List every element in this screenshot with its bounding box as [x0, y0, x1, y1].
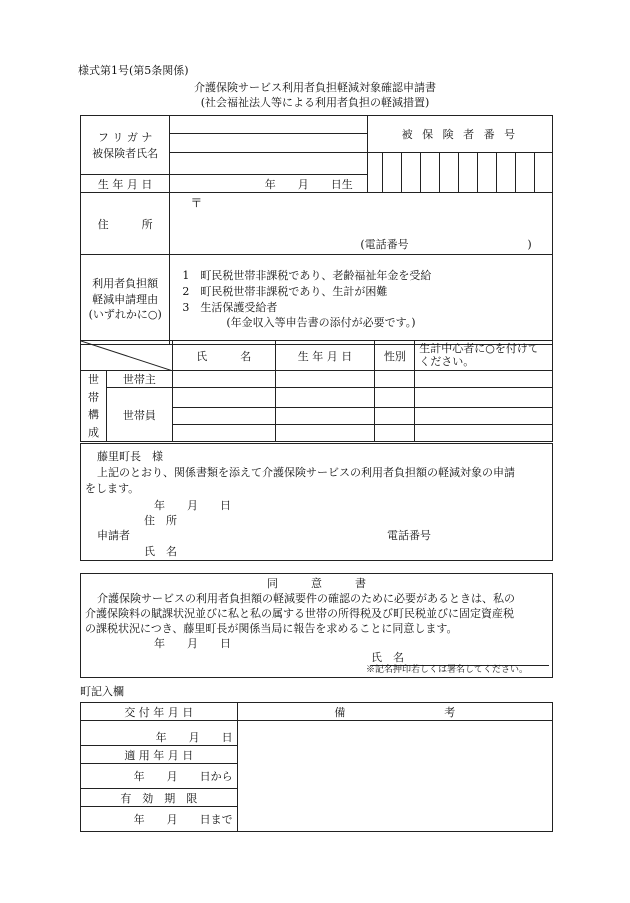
valid-period-value[interactable]: 年 月 日まで: [81, 807, 238, 832]
application-address-label: 住 所: [144, 514, 177, 527]
insured-number-digit[interactable]: [420, 153, 439, 193]
consent-name-field[interactable]: [371, 651, 549, 666]
address-label: 住 所: [81, 193, 170, 255]
reason-label-line1: 利用者負担額: [92, 276, 159, 290]
head-mark-cell[interactable]: [415, 371, 553, 388]
reason-label-line3: (いずれかに○): [88, 308, 162, 322]
apply-date-label: 適 用 年 月 日: [81, 746, 238, 764]
insured-name-label: 被保険者氏名: [92, 147, 159, 160]
side-char: 帯: [87, 390, 99, 404]
member-name-cell[interactable]: [172, 408, 275, 425]
consent-date[interactable]: 年 月 日: [154, 637, 231, 650]
apply-date-value[interactable]: 年 月 日から: [81, 764, 238, 789]
remarks-label: 備 考: [237, 703, 552, 721]
postal-mark: 〒: [190, 196, 203, 210]
member-name-cell[interactable]: [172, 388, 275, 408]
address-field[interactable]: [170, 193, 553, 255]
reason-option-2[interactable]: 2 町民税世帯非課税であり、生計が困難: [182, 284, 388, 298]
member-mark-cell[interactable]: [415, 425, 553, 442]
member-birth-cell[interactable]: [275, 388, 375, 408]
side-char: 世: [87, 373, 99, 386]
applicant-label: 申請者: [97, 529, 130, 542]
consent-body-3: の課税状況につき、藤里町長が関係当局に報告を求めることに同意します。: [85, 622, 458, 635]
insured-number-digit[interactable]: [401, 153, 420, 193]
office-table: [80, 702, 553, 832]
reason-label-line2: 軽減申請理由: [92, 292, 159, 306]
col-birth-header: 生 年 月 日: [275, 341, 375, 371]
application-phone-label: 電話番号: [387, 529, 431, 542]
birth-date-label: 生 年 月 日: [81, 175, 170, 193]
consent-body-1: 介護保険サービスの利用者負担額の軽減要件の確認のために必要があるときは、私の: [97, 592, 515, 605]
reason-option-1[interactable]: 1 町民税世帯非課税であり、老齢福祉年金を受給: [182, 268, 432, 282]
diagonal-line: [81, 341, 173, 371]
insured-name-field[interactable]: [170, 153, 367, 175]
issue-date-label: 交 付 年 月 日: [81, 703, 238, 721]
page-title: 介護保険サービス利用者負担軽減対象確認申請書: [194, 81, 436, 94]
birth-date-field[interactable]: 年 月 日生: [170, 175, 367, 193]
household-head-label: 世帯主: [106, 371, 172, 388]
application-date[interactable]: 年 月 日: [154, 499, 231, 512]
application-box: [80, 443, 553, 561]
household-member-label: 世帯員: [106, 388, 172, 442]
insured-number-digit[interactable]: [534, 153, 552, 193]
application-name-label: 氏 名: [144, 545, 177, 558]
member-name-cell[interactable]: [172, 425, 275, 442]
col-sex-header: 性別: [375, 341, 415, 371]
side-char: 構: [87, 408, 99, 422]
col-mark-header: [415, 341, 553, 371]
head-name-cell[interactable]: [172, 371, 275, 388]
col-name-header: 氏 名: [172, 341, 275, 371]
addressee: 藤里町長 様: [97, 450, 163, 463]
remarks-field[interactable]: [237, 721, 552, 832]
name-label-cell: [81, 116, 170, 175]
insured-number-digit[interactable]: [367, 153, 382, 193]
insured-number-digit[interactable]: [496, 153, 515, 193]
col-mark-line2: ください。: [419, 354, 475, 368]
furigana-field[interactable]: [170, 116, 367, 153]
reason-options: [170, 255, 553, 345]
office-section-label: 町記入欄: [80, 685, 124, 698]
issue-date-value[interactable]: 年 月 日: [81, 721, 238, 746]
form-number: 様式第1号(第5条関係): [78, 64, 189, 77]
head-sex-cell[interactable]: [375, 371, 415, 388]
valid-period-label: 有 効 期 限: [81, 789, 238, 807]
head-birth-cell[interactable]: [275, 371, 375, 388]
insured-number-digit[interactable]: [515, 153, 534, 193]
consent-name-label: 氏 名: [371, 651, 404, 664]
side-char: 成: [87, 425, 99, 439]
reason-note: (年金収入等申告書の添付が必要です。): [226, 316, 416, 330]
phone-label: (電話番号: [360, 238, 409, 251]
consent-body-2: 介護保険料の賦課状況並びに私と私の属する世帯の所得税及び町民税並びに固定資産税: [85, 607, 514, 620]
insured-number-digit[interactable]: [382, 153, 401, 193]
consent-box: [80, 573, 553, 678]
household-table: [80, 340, 553, 442]
consent-note: ※記名押印若しくは署名してください。: [366, 665, 529, 675]
member-birth-cell[interactable]: [275, 425, 375, 442]
insured-number-digit[interactable]: [458, 153, 477, 193]
application-body-2: をします。: [85, 482, 140, 495]
reason-label: [81, 255, 170, 345]
household-corner-cell: [81, 341, 173, 371]
member-mark-cell[interactable]: [415, 388, 553, 408]
member-birth-cell[interactable]: [275, 408, 375, 425]
insured-number-digit[interactable]: [477, 153, 496, 193]
application-body-1: 上記のとおり、関係書類を添えて介護保険サービスの利用者負担額の軽減対象の申請: [97, 466, 515, 479]
applicant-table: [80, 115, 553, 345]
insured-number-label: 被 保 険 者 番 号: [367, 116, 552, 153]
page-subtitle: (社会福祉法人等による利用者負担の軽減措置): [200, 96, 430, 109]
reason-option-3[interactable]: 3 生活保護受給者: [182, 300, 278, 314]
phone-close: ): [527, 238, 532, 251]
member-mark-cell[interactable]: [415, 408, 553, 425]
consent-title: 同 意 書: [267, 577, 366, 590]
insured-number-digit[interactable]: [439, 153, 458, 193]
col-mark-line1: 生計中心者に○を付けて: [419, 341, 539, 355]
member-sex-cell[interactable]: [375, 425, 415, 442]
household-side-label: [81, 371, 107, 442]
member-sex-cell[interactable]: [375, 408, 415, 425]
furigana-label: フ リ ガ ナ: [97, 131, 153, 144]
member-sex-cell[interactable]: [375, 388, 415, 408]
